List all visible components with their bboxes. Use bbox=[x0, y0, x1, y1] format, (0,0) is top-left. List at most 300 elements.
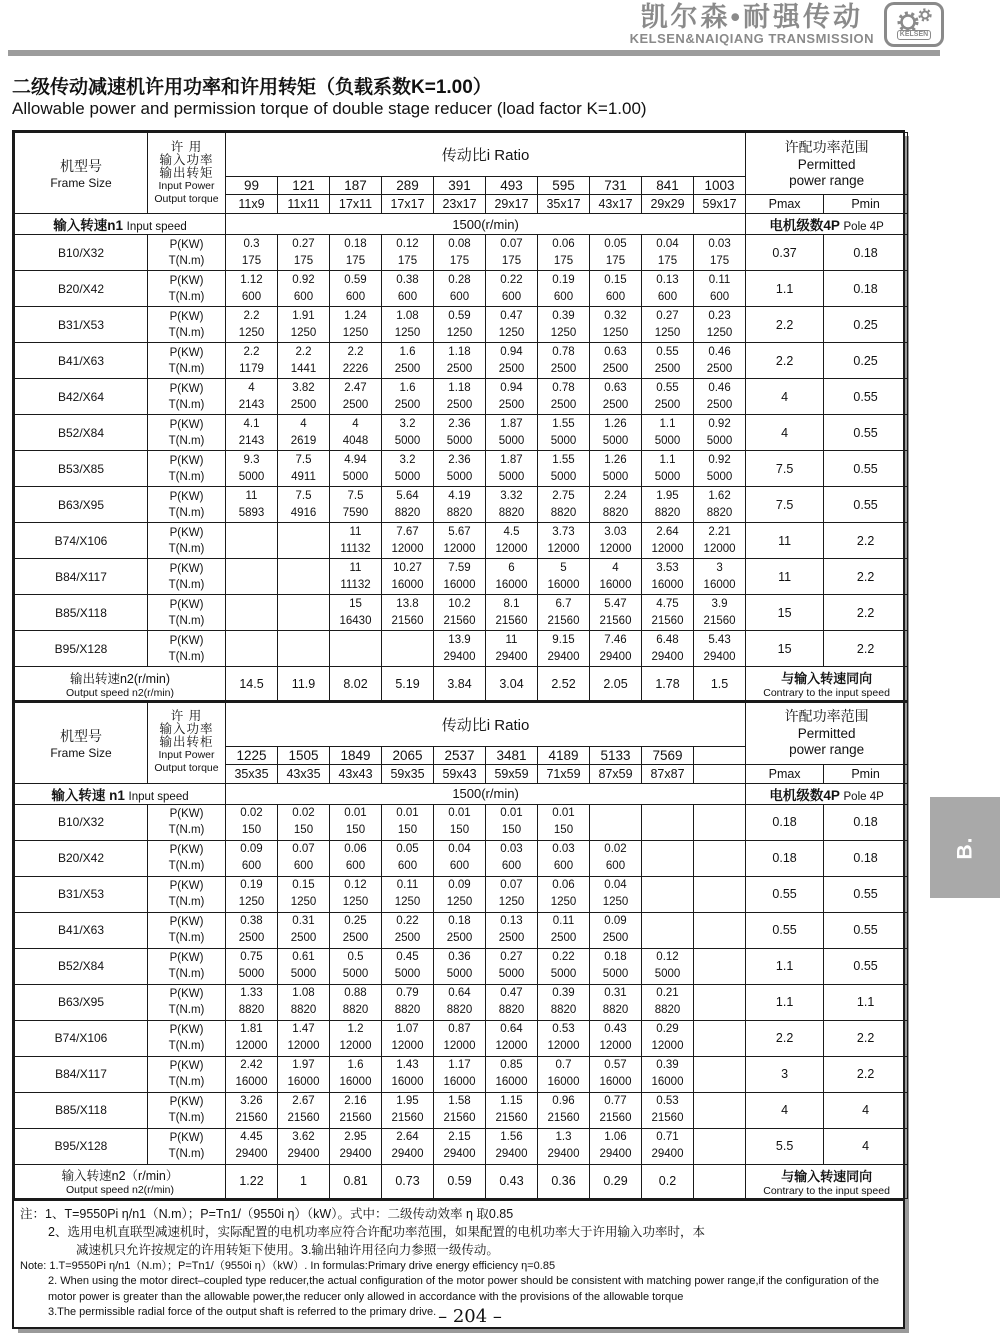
brand-subtitle: KELSEN&NAIQIANG TRANSMISSION bbox=[629, 31, 874, 46]
row-unit-labels: P(KW) T(N.m) bbox=[148, 1092, 226, 1128]
power-torque-cell: 1.6 2500 bbox=[382, 379, 434, 415]
output-speed-row: 输入转速n2（r/min） Output speed n2(r/min) 1.22 1 0.81 0.73 0.59 0.43 0.36 0.29 0.2 与输入转速同向 Contrary to the input speed bbox=[15, 1164, 908, 1198]
pmax-cell: 4 bbox=[746, 379, 824, 415]
power-torque-cell: 0.94 2500 bbox=[486, 379, 538, 415]
pmin-cell: 0.18 bbox=[824, 840, 908, 876]
power-torque-cell: 0.57 16000 bbox=[590, 1056, 642, 1092]
table-body bbox=[15, 235, 908, 667]
pmin-cell: 2.2 bbox=[824, 1056, 908, 1092]
power-torque-cell: 0.64 12000 bbox=[486, 1020, 538, 1056]
pmax-cell: 11 bbox=[746, 559, 824, 595]
pmax-label: Pmax bbox=[746, 195, 824, 214]
power-torque-cell: 13.8 21560 bbox=[382, 595, 434, 631]
pmax-cell: 0.18 bbox=[746, 804, 824, 840]
power-torque-cell bbox=[694, 840, 746, 876]
frame-size-cell: B53/X85 bbox=[15, 451, 148, 487]
power-torque-cell: 0.25 2500 bbox=[330, 912, 382, 948]
power-torque-cell bbox=[694, 804, 746, 840]
power-torque-cell: 3.62 29400 bbox=[278, 1128, 330, 1164]
power-torque-cell: 0.12 175 bbox=[382, 235, 434, 271]
power-torque-cell: 0.22 2500 bbox=[382, 912, 434, 948]
frame-size-header: 机型号 Frame Size bbox=[15, 702, 148, 783]
row-unit-labels: P(KW) T(N.m) bbox=[148, 984, 226, 1020]
pmax-cell: 0.18 bbox=[746, 840, 824, 876]
table-row bbox=[15, 804, 908, 840]
table-row bbox=[15, 1128, 908, 1164]
power-torque-cell: 1.87 5000 bbox=[486, 415, 538, 451]
power-torque-cell: 0.11 600 bbox=[694, 271, 746, 307]
pmax-cell: 15 bbox=[746, 595, 824, 631]
pmin-cell: 2.2 bbox=[824, 595, 908, 631]
power-torque-cell: 0.12 5000 bbox=[642, 948, 694, 984]
power-torque-cell: 11 11132 bbox=[330, 523, 382, 559]
power-torque-cell: 0.08 175 bbox=[434, 235, 486, 271]
power-torque-cell: 1.55 5000 bbox=[538, 451, 590, 487]
note-line: 减速机只允许按规定的许用转矩下使用。3.输出轴许用径向力参照一级传动。 bbox=[76, 1242, 499, 1257]
power-torque-cell: 0.05 175 bbox=[590, 235, 642, 271]
power-torque-cell bbox=[642, 876, 694, 912]
frame-size-cell: B10/X32 bbox=[15, 804, 148, 840]
power-torque-cell bbox=[694, 984, 746, 1020]
power-torque-cell bbox=[330, 631, 382, 667]
note-line: motor power is greater than the allowable power,the reducer only allowed in accordance with the provisions of the allowable torque bbox=[48, 1290, 684, 1303]
row-unit-labels: P(KW) T(N.m) bbox=[148, 876, 226, 912]
power-torque-cell: 0.64 8820 bbox=[434, 984, 486, 1020]
power-torque-cell: 0.03 175 bbox=[694, 235, 746, 271]
pmax-cell: 11 bbox=[746, 523, 824, 559]
row-unit-labels: P(KW) T(N.m) bbox=[148, 451, 226, 487]
power-torque-cell: 0.47 8820 bbox=[486, 984, 538, 1020]
power-torque-cell: 0.19 1250 bbox=[226, 876, 278, 912]
power-torque-cell: 3.03 12000 bbox=[590, 523, 642, 559]
power-torque-cell: 9.3 5000 bbox=[226, 451, 278, 487]
power-torque-cell: 1.08 1250 bbox=[382, 307, 434, 343]
power-torque-cell: 3.82 2500 bbox=[278, 379, 330, 415]
power-torque-cell: 0.13 2500 bbox=[486, 912, 538, 948]
power-torque-cell: 0.09 2500 bbox=[590, 912, 642, 948]
power-torque-cell: 6 16000 bbox=[486, 559, 538, 595]
power-torque-cell: 0.3 175 bbox=[226, 235, 278, 271]
table-row bbox=[15, 948, 908, 984]
power-torque-cell: 0.01 150 bbox=[434, 804, 486, 840]
pmin-label: Pmin bbox=[824, 764, 908, 783]
input-speed-value: 1500(r/min) bbox=[226, 214, 746, 235]
pmax-cell: 1.1 bbox=[746, 984, 824, 1020]
power-torque-cell: 0.63 2500 bbox=[590, 343, 642, 379]
pmax-cell: 7.5 bbox=[746, 451, 824, 487]
power-torque-cell: 7.5 4916 bbox=[278, 487, 330, 523]
power-torque-cell: 1.95 8820 bbox=[642, 487, 694, 523]
power-torque-cell: 0.7 16000 bbox=[538, 1056, 590, 1092]
power-torque-cell: 0.13 600 bbox=[642, 271, 694, 307]
power-torque-cell: 10.27 16000 bbox=[382, 559, 434, 595]
table-row bbox=[15, 595, 908, 631]
frame-size-cell: B63/X95 bbox=[15, 487, 148, 523]
power-torque-cell: 0.03 600 bbox=[486, 840, 538, 876]
power-torque-cell: 8.1 21560 bbox=[486, 595, 538, 631]
pmin-cell: 0.18 bbox=[824, 235, 908, 271]
power-torque-cell: 0.78 2500 bbox=[538, 343, 590, 379]
power-torque-cell: 0.85 16000 bbox=[486, 1056, 538, 1092]
pmax-cell: 3 bbox=[746, 1056, 824, 1092]
section-tab-b bbox=[930, 797, 1000, 898]
power-torque-cell: 2.64 29400 bbox=[382, 1128, 434, 1164]
power-torque-cell bbox=[694, 1092, 746, 1128]
power-torque-cell: 2.64 12000 bbox=[642, 523, 694, 559]
output-speed-label: 输出转速n2(r/min) Output speed n2(r/min) bbox=[15, 667, 226, 701]
power-torque-cell bbox=[642, 840, 694, 876]
frame-size-header: 机型号 Frame Size bbox=[15, 133, 148, 214]
power-torque-cell: 0.05 600 bbox=[382, 840, 434, 876]
permitted-power-header: 许配功率范围 Permitted power range bbox=[746, 702, 908, 764]
row-unit-labels: P(KW) T(N.m) bbox=[148, 343, 226, 379]
power-torque-cell: 1.08 8820 bbox=[278, 984, 330, 1020]
note-line: 注：1、T=9550Pi η/n1（N.m）；P=Tn1/（9550i η）（kW）。式中：二级传动效率 η 取0.85 bbox=[20, 1206, 514, 1221]
power-torque-cell: 0.36 5000 bbox=[434, 948, 486, 984]
table-row bbox=[15, 984, 908, 1020]
table-row bbox=[15, 451, 908, 487]
table-row bbox=[15, 559, 908, 595]
pmax-cell: 2.2 bbox=[746, 1020, 824, 1056]
section-tab-label: B. bbox=[953, 836, 976, 859]
power-torque-cell: 10.2 21560 bbox=[434, 595, 486, 631]
power-torque-cell: 0.11 1250 bbox=[382, 876, 434, 912]
row-unit-labels: P(KW) T(N.m) bbox=[148, 948, 226, 984]
frame-size-cell: B95/X128 bbox=[15, 631, 148, 667]
pole-cell: 电机级数4P Pole 4P bbox=[746, 783, 908, 804]
pole-cell: 电机级数4P Pole 4P bbox=[746, 214, 908, 235]
power-torque-cell bbox=[226, 595, 278, 631]
row-unit-labels: P(KW) T(N.m) bbox=[148, 271, 226, 307]
power-torque-cell: 0.07 175 bbox=[486, 235, 538, 271]
power-torque-cell: 4.19 8820 bbox=[434, 487, 486, 523]
ratio-values-row: 1225 1505 1849 2065 2537 3481 4189 5133 7569 bbox=[15, 746, 908, 764]
power-torque-cell: 1.24 1250 bbox=[330, 307, 382, 343]
power-torque-cell: 0.03 600 bbox=[538, 840, 590, 876]
power-torque-cell bbox=[694, 1020, 746, 1056]
pmin-cell: 0.25 bbox=[824, 343, 908, 379]
power-torque-cell bbox=[278, 631, 330, 667]
power-torque-cell: 0.02 600 bbox=[590, 840, 642, 876]
power-torque-cell: 1.06 29400 bbox=[590, 1128, 642, 1164]
pmax-cell: 1.1 bbox=[746, 271, 824, 307]
power-torque-cell: 0.75 5000 bbox=[226, 948, 278, 984]
power-torque-cell bbox=[694, 1128, 746, 1164]
power-torque-cell: 1.62 8820 bbox=[694, 487, 746, 523]
power-torque-cell: 0.01 150 bbox=[382, 804, 434, 840]
power-torque-cell: 3.32 8820 bbox=[486, 487, 538, 523]
pmax-cell: 0.55 bbox=[746, 876, 824, 912]
power-torque-cell: 7.59 16000 bbox=[434, 559, 486, 595]
power-torque-cell: 0.71 29400 bbox=[642, 1128, 694, 1164]
pmin-cell: 0.18 bbox=[824, 271, 908, 307]
pmin-cell: 0.55 bbox=[824, 912, 908, 948]
input-speed-row bbox=[15, 214, 908, 235]
frame-size-cell: B10/X32 bbox=[15, 235, 148, 271]
power-torque-cell: 0.5 5000 bbox=[330, 948, 382, 984]
power-torque-cell: 1.6 16000 bbox=[330, 1056, 382, 1092]
power-torque-cell: 0.06 600 bbox=[330, 840, 382, 876]
frame-size-cell: B52/X84 bbox=[15, 948, 148, 984]
power-torque-cell: 0.12 1250 bbox=[330, 876, 382, 912]
power-torque-cell: 0.27 5000 bbox=[486, 948, 538, 984]
power-torque-cell: 0.38 2500 bbox=[226, 912, 278, 948]
power-torque-cell: 0.94 2500 bbox=[486, 343, 538, 379]
input-speed-value: 1500(r/min) bbox=[226, 783, 746, 804]
power-torque-cell: 13.9 29400 bbox=[434, 631, 486, 667]
power-torque-cell: 0.11 2500 bbox=[538, 912, 590, 948]
power-torque-cell: 4 16000 bbox=[590, 559, 642, 595]
power-torque-cell: 0.39 8820 bbox=[538, 984, 590, 1020]
power-torque-cell: 3.73 12000 bbox=[538, 523, 590, 559]
power-torque-cell bbox=[226, 559, 278, 595]
power-torque-cell: 1.18 2500 bbox=[434, 379, 486, 415]
power-torque-cell: 0.55 2500 bbox=[642, 379, 694, 415]
power-torque-cell: 1.18 2500 bbox=[434, 343, 486, 379]
pmax-cell: 15 bbox=[746, 631, 824, 667]
power-torque-cell: 0.18 175 bbox=[330, 235, 382, 271]
power-torque-cell: 11 29400 bbox=[486, 631, 538, 667]
power-torque-cell: 0.77 21560 bbox=[590, 1092, 642, 1128]
power-torque-cell: 1.3 29400 bbox=[538, 1128, 590, 1164]
row-unit-labels: P(KW) T(N.m) bbox=[148, 840, 226, 876]
pmin-cell: 0.55 bbox=[824, 379, 908, 415]
pmax-cell: 1.1 bbox=[746, 948, 824, 984]
power-torque-cell: 1.87 5000 bbox=[486, 451, 538, 487]
power-torque-cell: 1.1 5000 bbox=[642, 451, 694, 487]
table-row bbox=[15, 271, 908, 307]
power-torque-header: 许 用 输入功率 输出转柜 Input Power Output torque bbox=[148, 702, 226, 783]
power-torque-cell bbox=[694, 912, 746, 948]
pmax-cell: 0.37 bbox=[746, 235, 824, 271]
frame-size-cell: B41/X63 bbox=[15, 343, 148, 379]
pmin-cell: 2.2 bbox=[824, 523, 908, 559]
power-torque-cell: 0.04 1250 bbox=[590, 876, 642, 912]
power-torque-cell: 1.91 1250 bbox=[278, 307, 330, 343]
power-torque-cell: 4.75 21560 bbox=[642, 595, 694, 631]
power-torque-cell: 2.21 12000 bbox=[694, 523, 746, 559]
permitted-power-header: 许配功率范围 Permitted power range bbox=[746, 133, 908, 195]
frame-size-cell: B31/X53 bbox=[15, 876, 148, 912]
row-unit-labels: P(KW) T(N.m) bbox=[148, 559, 226, 595]
sub-ratio-row: 11x9 11x11 17x11 17x17 23x17 29x17 35x17 43x17 29x29 59x17 Pmax Pmin bbox=[15, 195, 908, 214]
power-torque-cell: 0.32 1250 bbox=[590, 307, 642, 343]
power-torque-cell: 6.48 29400 bbox=[642, 631, 694, 667]
power-torque-cell: 3 16000 bbox=[694, 559, 746, 595]
frame-size-cell: B63/X95 bbox=[15, 984, 148, 1020]
power-torque-cell: 0.46 2500 bbox=[694, 379, 746, 415]
frame-size-cell: B84/X117 bbox=[15, 1056, 148, 1092]
power-torque-cell: 1.43 16000 bbox=[382, 1056, 434, 1092]
power-torque-cell: 0.79 8820 bbox=[382, 984, 434, 1020]
power-torque-cell: 0.55 2500 bbox=[642, 343, 694, 379]
pmax-label: Pmax bbox=[746, 764, 824, 783]
power-torque-cell: 0.07 600 bbox=[278, 840, 330, 876]
power-torque-cell: 0.92 5000 bbox=[694, 451, 746, 487]
power-torque-cell: 1.55 5000 bbox=[538, 415, 590, 451]
table-row bbox=[15, 523, 908, 559]
power-torque-cell: 1.2 12000 bbox=[330, 1020, 382, 1056]
power-torque-cell: 0.06 1250 bbox=[538, 876, 590, 912]
table-body bbox=[15, 804, 908, 1164]
power-torque-cell: 0.19 600 bbox=[538, 271, 590, 307]
power-torque-cell: 0.53 21560 bbox=[642, 1092, 694, 1128]
frame-size-cell: B84/X117 bbox=[15, 559, 148, 595]
power-torque-cell: 0.09 600 bbox=[226, 840, 278, 876]
frame-size-cell: B74/X106 bbox=[15, 523, 148, 559]
power-torque-cell: 9.15 29400 bbox=[538, 631, 590, 667]
row-unit-labels: P(KW) T(N.m) bbox=[148, 1020, 226, 1056]
pmin-cell: 0.25 bbox=[824, 307, 908, 343]
power-torque-cell: 0.78 2500 bbox=[538, 379, 590, 415]
pmin-cell: 4 bbox=[824, 1128, 908, 1164]
power-torque-cell bbox=[278, 559, 330, 595]
power-torque-cell: 0.92 5000 bbox=[694, 415, 746, 451]
power-torque-cell: 0.04 600 bbox=[434, 840, 486, 876]
power-torque-cell: 5.47 21560 bbox=[590, 595, 642, 631]
pmin-cell: 4 bbox=[824, 1092, 908, 1128]
pmin-cell: 2.2 bbox=[824, 1020, 908, 1056]
power-torque-cell: 0.22 5000 bbox=[538, 948, 590, 984]
power-torque-cell: 0.31 2500 bbox=[278, 912, 330, 948]
power-torque-cell: 0.01 150 bbox=[330, 804, 382, 840]
row-unit-labels: P(KW) T(N.m) bbox=[148, 487, 226, 523]
power-torque-cell: 0.43 12000 bbox=[590, 1020, 642, 1056]
power-torque-cell: 3.9 21560 bbox=[694, 595, 746, 631]
power-torque-cell: 0.18 5000 bbox=[590, 948, 642, 984]
power-torque-header: 许 用 输入功率 输出转矩 Input Power Output torque bbox=[148, 133, 226, 214]
power-torque-cell: 0.27 175 bbox=[278, 235, 330, 271]
table-ratio-low bbox=[14, 132, 908, 701]
power-torque-cell bbox=[694, 876, 746, 912]
power-torque-cell: 0.92 600 bbox=[278, 271, 330, 307]
pmin-cell: 0.55 bbox=[824, 948, 908, 984]
frame-size-cell: B41/X63 bbox=[15, 912, 148, 948]
frame-size-cell: B52/X84 bbox=[15, 415, 148, 451]
sub-ratio-row: 35x35 43x35 43x43 59x35 59x43 59x59 71x59 87x59 87x87 Pmax Pmin bbox=[15, 764, 908, 783]
note-line: 3.The permissible radial force of the output shaft is referred to the primary drive. bbox=[48, 1306, 437, 1318]
pmin-cell: 2.2 bbox=[824, 631, 908, 667]
power-torque-cell: 0.59 1250 bbox=[434, 307, 486, 343]
row-unit-labels: P(KW) T(N.m) bbox=[148, 1128, 226, 1164]
pmin-cell: 2.2 bbox=[824, 559, 908, 595]
page-title-en: Allowable power and permission torque of double stage reducer (load factor K=1.00) bbox=[12, 99, 647, 118]
pmax-cell: 0.55 bbox=[746, 912, 824, 948]
pmax-cell: 5.5 bbox=[746, 1128, 824, 1164]
power-torque-cell: 0.29 12000 bbox=[642, 1020, 694, 1056]
pmin-label: Pmin bbox=[824, 195, 908, 214]
power-torque-cell bbox=[694, 948, 746, 984]
brand-text bbox=[630, 3, 874, 46]
row-unit-labels: P(KW) T(N.m) bbox=[148, 379, 226, 415]
row-unit-labels: P(KW) T(N.m) bbox=[148, 235, 226, 271]
power-torque-cell: 0.02 150 bbox=[226, 804, 278, 840]
power-torque-cell: 2.2 1179 bbox=[226, 343, 278, 379]
power-torque-cell: 0.28 600 bbox=[434, 271, 486, 307]
ratio-header: 传动比i Ratio bbox=[226, 702, 746, 746]
power-torque-cell: 2.24 8820 bbox=[590, 487, 642, 523]
output-speed-row: 输出转速n2(r/min) Output speed n2(r/min) 14.5 11.9 8.02 5.19 3.84 3.04 2.52 2.05 1.78 1.5 与输入转速同向 Contrary to the input speed bbox=[15, 667, 908, 701]
power-torque-cell bbox=[642, 804, 694, 840]
power-torque-cell: 0.23 1250 bbox=[694, 307, 746, 343]
power-torque-cell: 1.81 12000 bbox=[226, 1020, 278, 1056]
power-torque-cell: 0.39 16000 bbox=[642, 1056, 694, 1092]
power-torque-cell: 5.67 12000 bbox=[434, 523, 486, 559]
power-torque-cell: 7.67 12000 bbox=[382, 523, 434, 559]
power-torque-cell: 2.36 5000 bbox=[434, 415, 486, 451]
table-ratio-high bbox=[14, 701, 908, 1199]
ratio-header: 传动比i Ratio bbox=[226, 133, 746, 177]
power-torque-cell: 0.15 1250 bbox=[278, 876, 330, 912]
power-torque-cell: 2.15 29400 bbox=[434, 1128, 486, 1164]
row-unit-labels: P(KW) T(N.m) bbox=[148, 415, 226, 451]
power-torque-cell: 2.67 21560 bbox=[278, 1092, 330, 1128]
power-torque-cell: 0.47 1250 bbox=[486, 307, 538, 343]
power-torque-cell: 3.2 5000 bbox=[382, 451, 434, 487]
pmax-cell: 7.5 bbox=[746, 487, 824, 523]
pmin-cell: 0.55 bbox=[824, 451, 908, 487]
power-torque-cell bbox=[226, 631, 278, 667]
power-torque-cell: 15 16430 bbox=[330, 595, 382, 631]
frame-size-cell: B85/X118 bbox=[15, 595, 148, 631]
row-unit-labels: P(KW) T(N.m) bbox=[148, 912, 226, 948]
power-torque-cell: 2.95 29400 bbox=[330, 1128, 382, 1164]
power-torque-cell: 1.47 12000 bbox=[278, 1020, 330, 1056]
power-torque-cell: 5.64 8820 bbox=[382, 487, 434, 523]
table-row bbox=[15, 1092, 908, 1128]
power-torque-cell: 5.43 29400 bbox=[694, 631, 746, 667]
table-row bbox=[15, 912, 908, 948]
power-torque-cell: 1.1 5000 bbox=[642, 415, 694, 451]
power-torque-cell: 0.53 12000 bbox=[538, 1020, 590, 1056]
power-torque-cell: 7.46 29400 bbox=[590, 631, 642, 667]
power-torque-cell bbox=[278, 523, 330, 559]
power-torque-cell: 6.7 21560 bbox=[538, 595, 590, 631]
power-torque-cell: 4.45 29400 bbox=[226, 1128, 278, 1164]
power-torque-cell: 0.88 8820 bbox=[330, 984, 382, 1020]
table-row bbox=[15, 343, 908, 379]
power-torque-cell: 4 2143 bbox=[226, 379, 278, 415]
power-torque-cell: 1.12 600 bbox=[226, 271, 278, 307]
power-torque-cell: 0.96 21560 bbox=[538, 1092, 590, 1128]
power-torque-cell: 2.75 8820 bbox=[538, 487, 590, 523]
note-line: 2. When using the motor direct–coupled type reducer,the actual configuration of the motor power should be consistent with matching power range,if the configuration of the bbox=[48, 1275, 879, 1287]
power-torque-cell: 1.07 12000 bbox=[382, 1020, 434, 1056]
pmin-cell: 0.18 bbox=[824, 804, 908, 840]
power-torque-cell: 1.33 8820 bbox=[226, 984, 278, 1020]
power-torque-cell: 1.26 5000 bbox=[590, 451, 642, 487]
power-torque-cell: 1.6 2500 bbox=[382, 343, 434, 379]
power-torque-cell: 0.21 8820 bbox=[642, 984, 694, 1020]
power-torque-cell: 4.94 5000 bbox=[330, 451, 382, 487]
power-torque-cell: 7.5 7590 bbox=[330, 487, 382, 523]
power-torque-cell: 1.17 16000 bbox=[434, 1056, 486, 1092]
row-unit-labels: P(KW) T(N.m) bbox=[148, 595, 226, 631]
pmax-cell: 2.2 bbox=[746, 307, 824, 343]
note-line: Note: 1.T=9550Pi η/n1（N.m）；P=Tn1/（9550i η）（kW）. In formulas:Primary drive energy efficiency η=0.85 bbox=[20, 1259, 556, 1272]
pmin-cell: 0.55 bbox=[824, 415, 908, 451]
frame-size-cell: B74/X106 bbox=[15, 1020, 148, 1056]
row-unit-labels: P(KW) T(N.m) bbox=[148, 804, 226, 840]
power-torque-cell: 0.87 12000 bbox=[434, 1020, 486, 1056]
power-torque-cell: 0.59 600 bbox=[330, 271, 382, 307]
power-torque-cell: 2.42 16000 bbox=[226, 1056, 278, 1092]
ratio-values-row: 99 121 187 289 391 493 595 731 841 1003 bbox=[15, 177, 908, 195]
power-torque-cell: 1.56 29400 bbox=[486, 1128, 538, 1164]
frame-size-cell: B20/X42 bbox=[15, 271, 148, 307]
power-torque-cell bbox=[278, 595, 330, 631]
power-torque-cell: 1.58 21560 bbox=[434, 1092, 486, 1128]
